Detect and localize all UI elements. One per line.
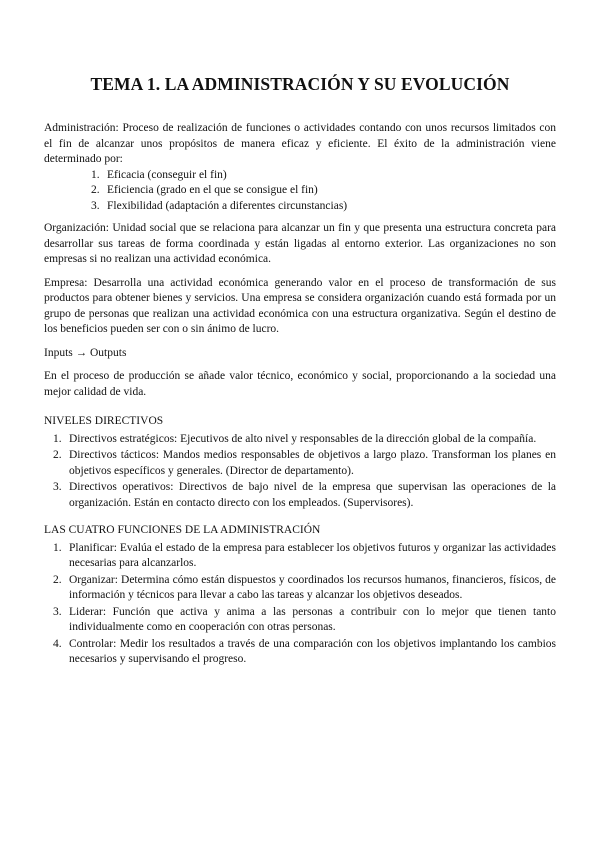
- list-item-text: Flexibilidad (adaptación a diferentes circunstancias): [107, 199, 348, 212]
- funciones-heading: LAS CUATRO FUNCIONES DE LA ADMINISTRACIÓN: [44, 524, 321, 536]
- list-item: [53, 432, 556, 448]
- list-number: 3.: [91, 199, 100, 212]
- empresa-paragraph: Empresa: Desarrolla una actividad económica generando valor en el proceso de transformación de sus productos para obtener bienes y servicios. Una empresa se considera organización cuando está formada por un grupo de personas que realizan una actividad económica con una estructura organizativa. Según el destino de los beneficios pueden ser con o sin ánimo de lucro.: [44, 276, 556, 335]
- niveles-heading: NIVELES DIRECTIVOS: [44, 415, 164, 427]
- list-number: 1.: [91, 168, 100, 181]
- list-number: 2.: [91, 184, 100, 196]
- list-item-text: Eficacia (conseguir el fin): [107, 168, 227, 181]
- list-item-text: Directivos operativos: Directivos de bajo nivel de la empresa que supervisan las operaciones de la organización. Están en contacto directo con los empleados. (Supervisores).: [69, 481, 556, 509]
- list-item: [53, 637, 556, 668]
- list-item-text: Liderar: Función que activa y anima a las personas a contribuir con lo mejor que tienen tanto individualmente como en cooperación con otras personas.: [69, 605, 556, 633]
- list-number: 1.: [53, 432, 62, 445]
- list-item-text: Controlar: Medir los resultados a través de una comparación con los objetivos implantando los cambios necesarios y supervisando el progreso.: [69, 637, 556, 665]
- funciones-list: [53, 541, 556, 668]
- list-item: [53, 605, 556, 636]
- page-title: TEMA 1. LA ADMINISTRACIÓN Y SU EVOLUCIÓN: [90, 74, 510, 94]
- niveles-list: [53, 432, 556, 512]
- list-number: 4.: [53, 637, 62, 650]
- list-item: [53, 573, 556, 604]
- list-item: [91, 168, 556, 184]
- list-number: 3.: [53, 481, 62, 493]
- list-number: 1.: [53, 541, 62, 554]
- list-number: 2.: [53, 573, 62, 586]
- organizacion-paragraph: Organización: Unidad social que se relaciona para alcanzar un fin y que presenta una estructura concreta para desarrollar sus tareas de forma coordinada y están ligadas al entorno exterior. Las organizaciones no son empresas si no realizan una actividad económica.: [44, 222, 556, 265]
- list-item-text: Eficiencia (grado en el que se consigue el fin): [107, 184, 318, 196]
- list-item: [53, 448, 556, 479]
- list-item-text: Organizar: Determina cómo están dispuestos y coordinados los recursos humanos, financieros, físicos, de información y técnicos para llevar a cabo las tareas y alcanzar los objetivos deseados.: [69, 573, 556, 601]
- list-item: [91, 183, 556, 199]
- list-item-text: Directivos tácticos: Mandos medios responsables de objetivos a largo plazo. Transforman los planes en objetivos específicos y generales. (Director de departamento).: [69, 449, 556, 477]
- list-number: 2.: [53, 449, 62, 461]
- inputs-outputs-line: Inputs → Outputs: [44, 346, 127, 359]
- list-item-text: Planificar: Evalúa el estado de la empresa para establecer los objetivos futuros y organizar las actividades necesarias para alcanzarlos.: [69, 541, 556, 569]
- list-item: [91, 199, 556, 215]
- produccion-paragraph: En el proceso de producción se añade valor técnico, económico y social, proporcionando a la sociedad una mejor calidad de vida.: [44, 370, 556, 398]
- list-item: [53, 480, 556, 511]
- administracion-paragraph: Administración: Proceso de realización de funciones o actividades contando con unos recursos limitados con el fin de alcanzar unos propósitos de manera eficaz y eficiente. El éxito de la administración viene determinado por:: [44, 122, 556, 165]
- list-number: 3.: [53, 605, 62, 618]
- list-item: [53, 541, 556, 572]
- list-item-text: Directivos estratégicos: Ejecutivos de alto nivel y responsables de la dirección global de la compañía.: [69, 432, 537, 445]
- administracion-list: [91, 168, 556, 215]
